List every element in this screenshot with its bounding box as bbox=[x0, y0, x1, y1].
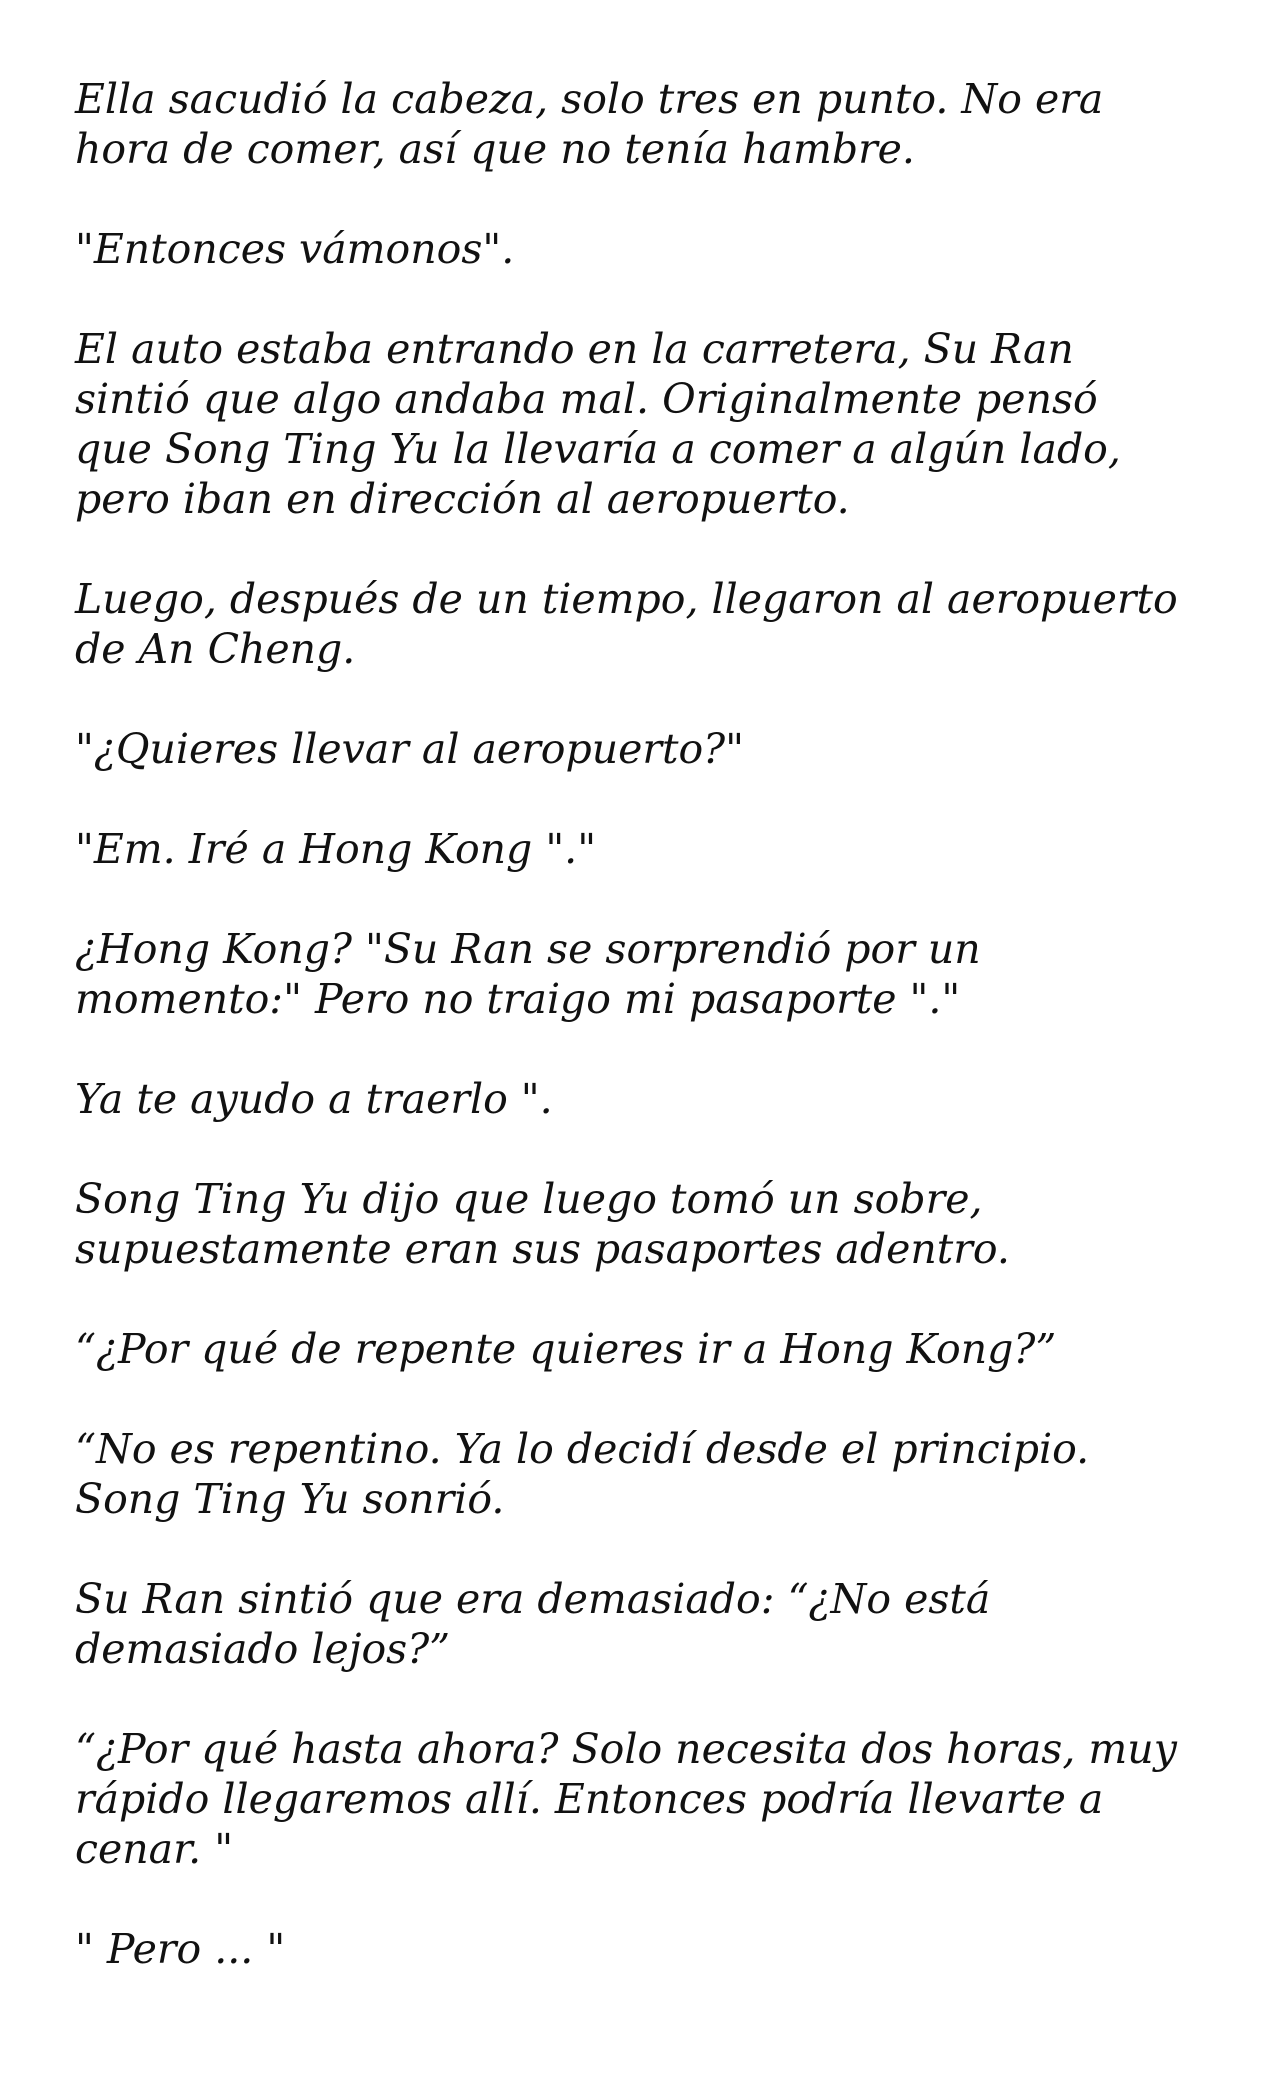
paragraph bbox=[75, 1174, 1215, 1274]
text-line: “¿Por qué de repente quieres ir a Hong Kong?” bbox=[75, 1325, 1057, 1373]
text-line: cenar. " bbox=[75, 1825, 234, 1873]
text-line: sintió que algo andaba mal. Originalmente pensó bbox=[75, 375, 1098, 423]
text-line: Su Ran sintió que era demasiado: “¿No está bbox=[75, 1575, 991, 1623]
text-line: supuestamente eran sus pasaportes adentro. bbox=[75, 1225, 1010, 1273]
paragraph bbox=[75, 1324, 1215, 1374]
text-line: “¿Por qué hasta ahora? Solo necesita dos horas, muy bbox=[75, 1725, 1177, 1773]
text-line: pero iban en dirección al aeropuerto. bbox=[75, 475, 850, 523]
text-line: Song Ting Yu sonrió. bbox=[75, 1475, 505, 1523]
text-line: rápido llegaremos allí. Entonces podría llevarte a bbox=[75, 1775, 1104, 1823]
paragraph bbox=[75, 74, 1215, 174]
text-line: Song Ting Yu dijo que luego tomó un sobre, bbox=[75, 1175, 983, 1223]
paragraph bbox=[75, 574, 1215, 674]
text-line: "Entonces vámonos". bbox=[75, 225, 515, 273]
text-line: Ella sacudió la cabeza, solo tres en punto. No era bbox=[75, 75, 1104, 123]
text-line: " Pero ... " bbox=[75, 1925, 286, 1973]
text-line: momento:" Pero no traigo mi pasaporte "." bbox=[75, 975, 961, 1023]
text-line: hora de comer, así que no tenía hambre. bbox=[75, 125, 915, 173]
text-line: "Em. Iré a Hong Kong "." bbox=[75, 825, 597, 873]
text-line: El auto estaba entrando en la carretera, Su Ran bbox=[75, 325, 1074, 373]
paragraph bbox=[75, 824, 1215, 874]
paragraph bbox=[75, 324, 1215, 524]
text-line: demasiado lejos?” bbox=[75, 1625, 451, 1673]
paragraph bbox=[75, 1574, 1215, 1674]
text-line: que Song Ting Yu la llevaría a comer a algún lado, bbox=[75, 425, 1121, 473]
paragraph bbox=[75, 1074, 1215, 1124]
paragraph bbox=[75, 724, 1215, 774]
paragraph bbox=[75, 1724, 1215, 1874]
text-line: ¿Hong Kong? "Su Ran se sorprendió por un bbox=[75, 925, 981, 973]
paragraph bbox=[75, 924, 1215, 1024]
text-line: “No es repentino. Ya lo decidí desde el principio. bbox=[75, 1425, 1090, 1473]
paragraph bbox=[75, 1424, 1215, 1524]
text-line: Luego, después de un tiempo, llegaron al aeropuerto bbox=[75, 575, 1178, 623]
paragraph bbox=[75, 1924, 1215, 1974]
text-line: de An Cheng. bbox=[75, 625, 356, 673]
paragraph bbox=[75, 224, 1215, 274]
text-line: "¿Quieres llevar al aeropuerto?" bbox=[75, 725, 744, 773]
text-line: Ya te ayudo a traerlo ". bbox=[75, 1075, 553, 1123]
